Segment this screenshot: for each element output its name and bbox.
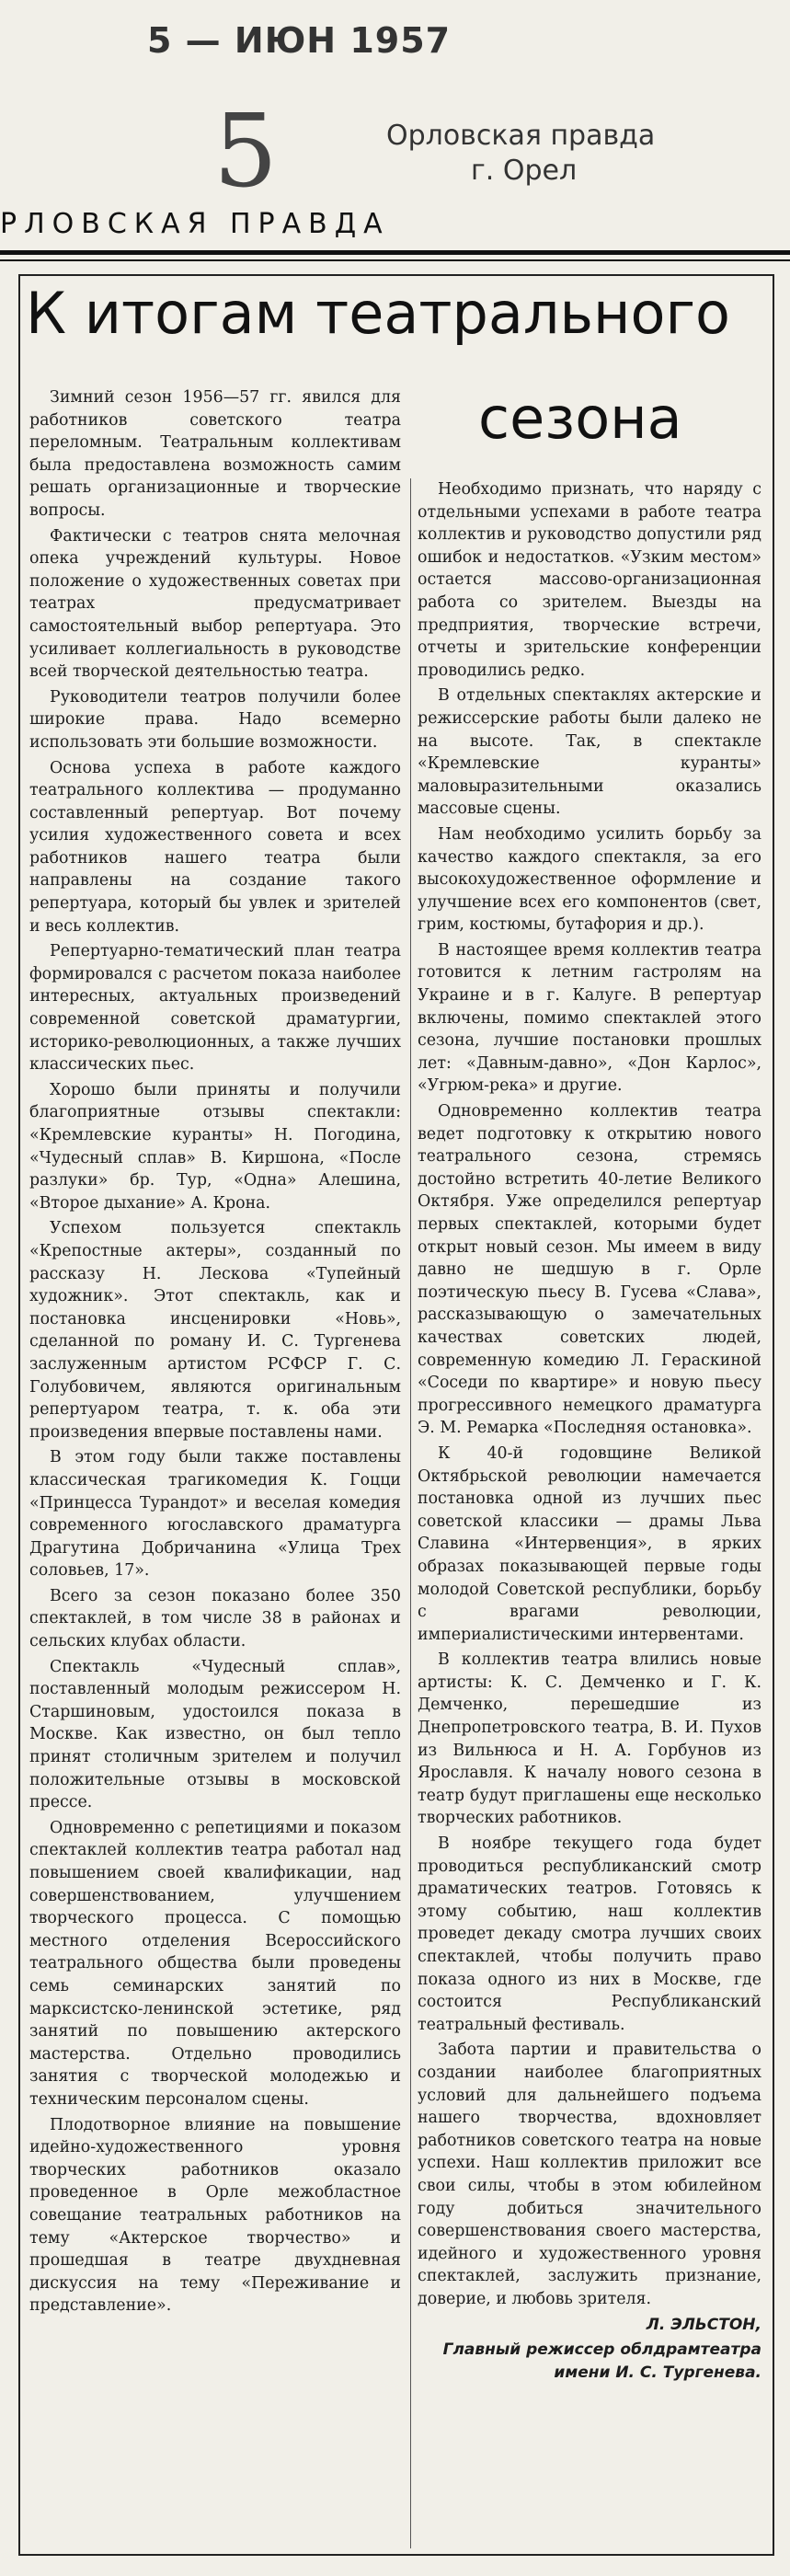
paragraph: В отдельных спектаклях актерские и режиссерские работы были далеко не на высоте. Так, в спектакле «Кремлевские куранты» маловыразительными оказались массовые сцены. xyxy=(418,686,761,819)
paragraph: Всего за сезон показано более 350 спектаклей, в том числе 38 в районах и сельских клубах области. xyxy=(29,1586,401,1651)
paragraph: В этом году были также поставлены классическая трагикомедия К. Гоцци «Принцесса Турандот» и веселая комедия современного югославского драматурга Драгутина Добричанина «Улица Трех соловьев, 17». xyxy=(29,1448,401,1581)
paragraph: Успехом пользуется спектакль «Крепостные актеры», созданный по рассказу Н. Лескова «Тупейный художник». Этот спектакль, как и постановка инсценировки «Новь», сделанной по роману И. С. Тургенева заслуженным артистом РСФСР Г. С. Голубовичем, являются оригинальным репертуаром театра, т. к. оба эти произведения впервые поставлены нами. xyxy=(29,1219,401,1442)
paragraph: Руководители театров получили более широкие права. Надо всемерно использовать эти большие возможности. xyxy=(29,687,401,752)
author-title: Главный режиссер облдрамтеатра имени И. С. Тургенева. xyxy=(442,2340,761,2382)
clipping-date-stamp: 5 — ИЮН 1957 xyxy=(147,20,452,61)
paragraph: Одновременно с репетициями и показом спектаклей коллектив театра работал над повышением своей квалификации, над совершенствованием, улучшением творческого процесса. С помощью местного отделения Всероссийского театрального общества были проведены семь семинарских занятий по марксистско-ленинской эстетике, ряд занятий по повышению актерского мастерства. Отдельно проводились занятия с творческой молодежью и техническим персоналом сцены. xyxy=(29,1818,401,2109)
masthead-rule-thick xyxy=(0,250,790,255)
article-title-line1: К итогам театрального xyxy=(26,280,730,347)
paragraph: В ноябре текущего года будет проводиться республиканский смотр драматических театров. Готовясь к этому событию, наш коллектив проведет декаду смотра лучших своих спектаклей, чтобы получить право показа одного из них в Москве, где состоится Республиканский театральный фестиваль. xyxy=(418,1834,761,2034)
paragraph: В коллектив театра влились новые артисты: К. С. Демченко и Г. К. Демченко, перешедшие из Днепропетровского театра, В. И. Пухов из Вильнюса и Н. А. Горбунов из Ярославля. К началу нового сезона в театр будут приглашены еще несколько творческих работников. xyxy=(418,1650,761,1828)
paragraph: Репертуарно-тематический план театра формировался с расчетом показа наиболее интересных, актуальных произведений современной советской драматургии, историко-революционных, а также лучших классических пьес. xyxy=(29,942,401,1075)
newspaper-masthead: РЛОВСКАЯ ПРАВДА xyxy=(0,208,390,240)
column-divider xyxy=(410,478,411,2548)
paragraph: Зимний сезон 1956—57 гг. явился для работников советского театра переломным. Театральным коллективам была предоставлена возможность самим решать организационные и творческие вопросы. xyxy=(29,388,401,520)
paragraph: Одновременно коллектив театра ведет подготовку к открытию нового театрального сезона, стремясь достойно встретить 40-летие Великого Октября. Уже определился репертуар первых спектаклей, которыми будет открыт новый сезон. Мы имеем в виду давно не шедшую в г. Орле поэтическую пьесу В. Гусева «Слава», рассказывающую о замечательных качествах советских людей, современную комедию Л. Гераскиной «Соседи по квартире» и новую пьесу прогрессивного немецкого драматурга Э. М. Ремарка «Последняя остановка». xyxy=(418,1102,761,1438)
source-stamp-name: Орловская правда xyxy=(386,120,656,152)
source-stamp-city: г. Орел xyxy=(471,155,578,187)
paragraph: Основа успеха в работе каждого театрального коллектива — продуманно составленный репертуар. Вот почему усилия художественного совета и всех работников нашего театра были направлены на создание такого репертуара, который бы увлек и зрителей и весь коллектив. xyxy=(29,758,401,936)
paragraph: Спектакль «Чудесный сплав», поставленный молодым режиссером Н. Старшиновым, удостоился показа в Москве. Как известно, он был тепло принят столичным зрителем и получил положительные отзывы в московской прессе. xyxy=(29,1657,401,1812)
paragraph: Фактически с театров снята мелочная опека учреждений культуры. Новое положение о художественных советах при театрах предусматривает самостоятельный выбор репертуара. Это усиливает коллегиальность в руководстве всей творческой деятельностью театра. xyxy=(29,526,401,682)
paragraph: Хорошо были приняты и получили благоприятные отзывы спектакли: «Кремлевские куранты» Н. Погодина, «Чудесный сплав» В. Киршона, «После разлуки» бр. Тур, «Одна» Алешина, «Второе дыхание» А. Крона. xyxy=(29,1080,401,1213)
article-title-line2: сезона xyxy=(478,385,682,452)
article-column-left xyxy=(29,386,401,2320)
paragraph: К 40-й годовщине Великой Октябрьской революции намечается постановка одной из лучших пьес советской классики — драмы Льва Славина «Интервенция», в ярких образах показывающей первые годы молодой Советской республики, борьбу с врагами революции, империалистическими интервентами. xyxy=(418,1443,761,1644)
paragraph: Нам необходимо усилить борьбу за качество каждого спектакля, за его высокохудожественное оформление и улучшение всех его компонентов (свет, грим, костюмы, бутафория и др.). xyxy=(418,824,761,935)
paragraph: Плодотворное влияние на повышение идейно-художественного уровня творческих работников оказало проведенное в Орле межобластное совещание театральных работников на тему «Актерское творчество» и прошедшая в театре двухдневная дискуссия на тему «Переживание и представление». xyxy=(29,2115,401,2316)
masthead-rule-thin xyxy=(0,259,790,261)
article-column-right xyxy=(418,478,761,2386)
author-signature: Л. ЭЛЬСТОН, xyxy=(646,2315,761,2334)
paragraph: В настоящее время коллектив театра готовится к летним гастролям на Украине и в г. Калуге. В репертуар включены, помимо спектаклей этого сезона, лучшие постановки прошлых лет: «Давным-давно», «Дон Карлос», «Угрюм-река» и другие. xyxy=(418,940,761,1096)
handwritten-number: 5 xyxy=(213,92,278,210)
paragraph: Забота партии и правительства о создании наиболее благоприятных условий для дальнейшего подъема нашего творчества, вдохновляет работников советского театра на новые успехи. Наш коллектив приложит все свои силы, чтобы в этом юбилейном году добиться значительного совершенствования своего мастерства, идейного и художественного уровня спектаклей, заслужить признание, доверие, и любовь зрителя. xyxy=(418,2041,761,2308)
paragraph: Необходимо признать, что наряду с отдельными успехами в работе театра коллектив и руководство допустили ряд ошибок и недостатков. «Узким местом» остается массово-организационная работа со зрителем. Выезды на предприятия, творческие встречи, отчеты и зрительские конференции проводились редко. xyxy=(418,480,761,680)
